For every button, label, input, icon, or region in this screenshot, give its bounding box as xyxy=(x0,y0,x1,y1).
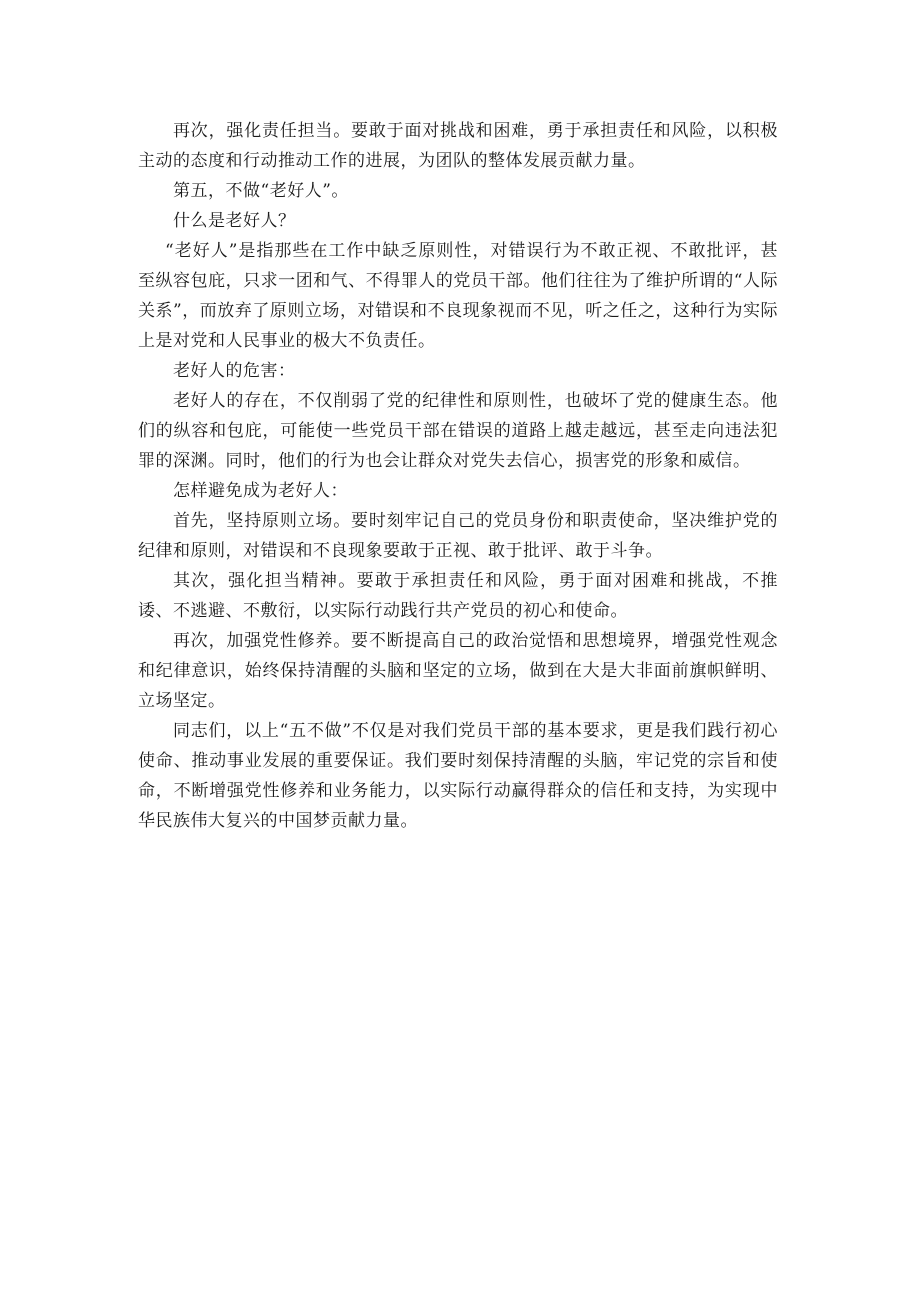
subheading-harm: 老好人的危害： xyxy=(173,361,296,381)
subheading-what-is: 什么是老好人？ xyxy=(173,211,296,231)
paragraph-first: 首先，坚持原则立场。要时刻牢记自己的党员身份和职责使命，坚决维护党的纪律和原则，对错误和不良现象要敢于正视、敢于批评、敢于斗争。 xyxy=(138,511,778,561)
heading-fifth-point: 第五，不做“老好人”。 xyxy=(173,181,349,201)
paragraph-strengthen-responsibility: 再次，强化责任担当。要敢于面对挑战和困难，勇于承担责任和风险，以积极主动的态度和行动推动工作的进展，为团队的整体发展贡献力量。 xyxy=(138,121,778,171)
paragraph-definition: “老好人”是指那些在工作中缺乏原则性，对错误行为不敢正视、不敢批评，甚至纵容包庇，只求一团和气、不得罪人的党员干部。他们往往为了维护所谓的“人际关系”，而放弃了原则立场，对错误和不良现象视而不见，听之任之，这种行为实际上是对党和人民事业的极大不负责任。 xyxy=(138,241,778,351)
paragraph-conclusion: 同志们，以上“五不做”不仅是对我们党员干部的基本要求，更是我们践行初心使命、推动事业发展的重要保证。我们要时刻保持清醒的头脑，牢记党的宗旨和使命，不断增强党性修养和业务能力，以实际行动赢得群众的信任和支持，为实现中华民族伟大复兴的中国梦贡献力量。 xyxy=(138,721,778,831)
document-body xyxy=(138,116,778,836)
paragraph-second: 其次，强化担当精神。要敢于承担责任和风险，勇于面对困难和挑战，不推诿、不逃避、不敷衍，以实际行动践行共产党员的初心和使命。 xyxy=(138,571,778,621)
paragraph-third: 再次，加强党性修养。要不断提高自己的政治觉悟和思想境界，增强党性观念和纪律意识，始终保持清醒的头脑和坚定的立场，做到在大是大非面前旗帜鲜明、立场坚定。 xyxy=(138,631,778,711)
subheading-how-to-avoid: 怎样避免成为老好人： xyxy=(173,481,348,501)
paragraph-harm: 老好人的存在，不仅削弱了党的纪律性和原则性，也破坏了党的健康生态。他们的纵容和包庇，可能使一些党员干部在错误的道路上越走越远，甚至走向违法犯罪的深渊。同时，他们的行为也会让群众对党失去信心，损害党的形象和威信。 xyxy=(138,391,778,471)
